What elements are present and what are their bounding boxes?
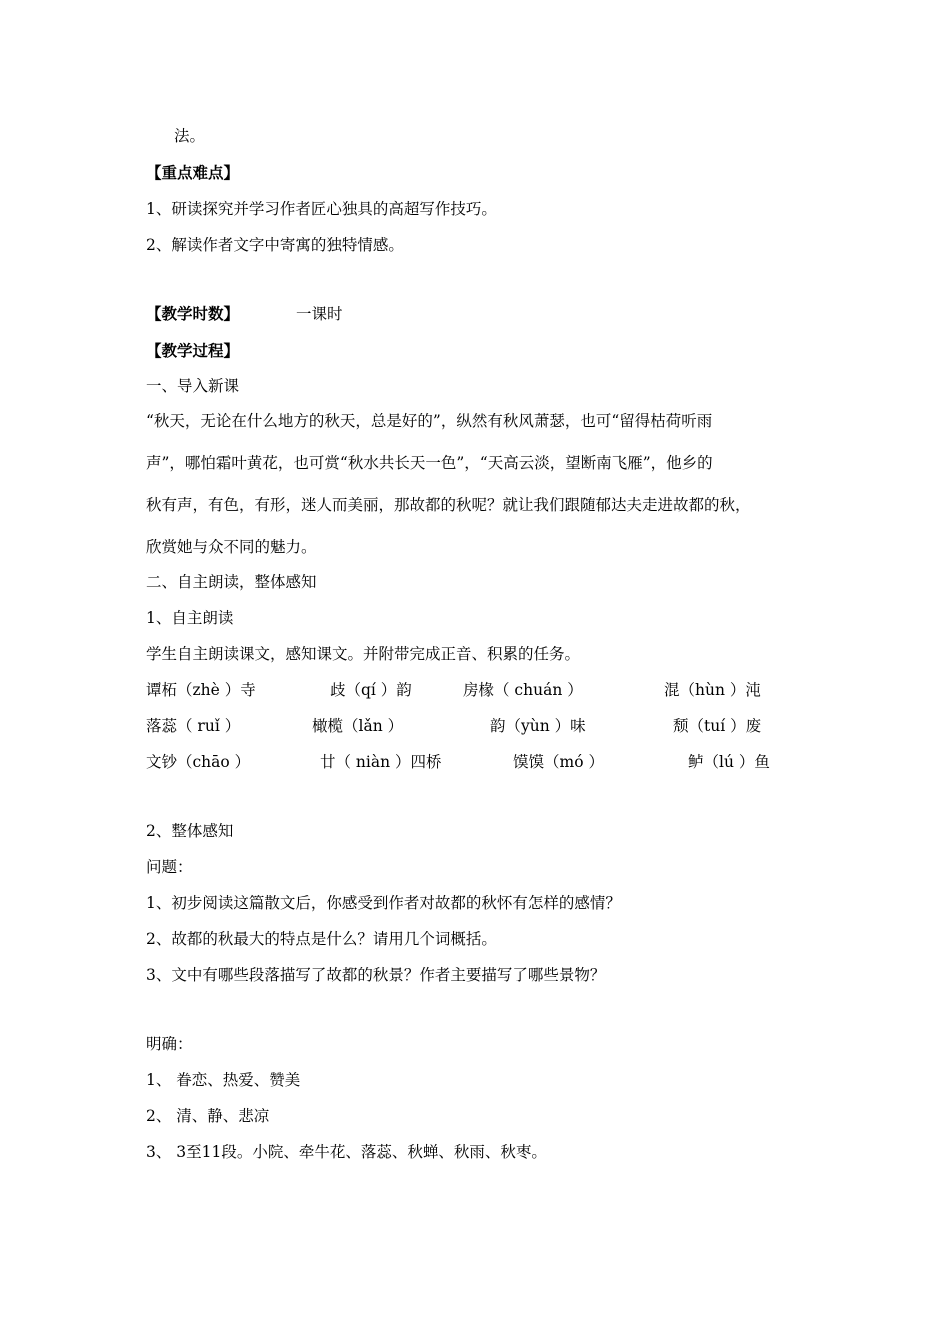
question-line: 3、文中有哪些段落描写了故都的秋景？作者主要描写了哪些景物？ xyxy=(146,966,606,984)
question-line: 2、故都的秋最大的特点是什么？请用几个词概括。 xyxy=(146,930,497,948)
text-line: 学生自主朗读课文，感知课文。并附带完成正音、积累的任务。 xyxy=(146,645,581,663)
text-line: 1、研读探究并学习作者匠心独具的高超写作技巧。 xyxy=(146,200,497,218)
pinyin-item: 落蕊（ ruǐ ） xyxy=(146,717,241,735)
pinyin-item: 混（hùn ）沌 xyxy=(664,681,761,699)
section-heading: 【教学过程】 xyxy=(146,341,240,360)
pinyin-item: 房椽（ chuán ） xyxy=(463,681,583,699)
section-heading: 【教学时数】 xyxy=(146,304,240,323)
pinyin-item: 韵（yùn ）味 xyxy=(490,717,586,735)
paragraph-line: 声”，哪怕霜叶黄花，也可赏“秋水共长天一色”，“天高云淡，望断南飞雁”，他乡的 xyxy=(146,454,713,472)
answer-line: 2、 清、静、悲凉 xyxy=(146,1107,270,1125)
question-line: 1、初步阅读这篇散文后，你感受到作者对故都的秋怀有怎样的感情？ xyxy=(146,894,621,912)
pinyin-item: 鲈（lú ）鱼 xyxy=(688,753,770,771)
pinyin-item: 馍馍（mó ） xyxy=(513,753,604,771)
pinyin-item: 颓（tuí ）废 xyxy=(673,717,762,735)
pinyin-item: 文钞（chāo ） xyxy=(146,753,251,771)
text-line: 一课时 xyxy=(296,305,343,323)
answer-line: 3、 3至11段。小院、牵牛花、落蕊、秋蝉、秋雨、秋枣。 xyxy=(146,1143,547,1161)
text-line: 1、自主朗读 xyxy=(146,609,234,627)
text-line: 法。 xyxy=(174,127,206,145)
text-line: 明确： xyxy=(146,1035,193,1053)
pinyin-item: 歧（qí ）韵 xyxy=(330,681,412,699)
pinyin-item: 廿（ niàn ）四桥 xyxy=(320,753,442,771)
text-line: 一、导入新课 xyxy=(146,377,240,395)
section-heading: 【重点难点】 xyxy=(146,163,240,182)
answer-line: 1、 眷恋、热爱、赞美 xyxy=(146,1071,301,1089)
text-line: 2、解读作者文字中寄寓的独特情感。 xyxy=(146,236,404,254)
pinyin-item: 谭柘（zhè ）寺 xyxy=(146,681,256,699)
paragraph-line: 欣赏她与众不同的魅力。 xyxy=(146,538,317,556)
text-line: 问题： xyxy=(146,858,193,876)
paragraph-line: “秋天，无论在什么地方的秋天，总是好的”，纵然有秋风萧瑟，也可“留得枯荷听雨 xyxy=(146,412,713,430)
text-line: 二、自主朗读，整体感知 xyxy=(146,573,317,591)
pinyin-item: 橄榄（lǎn ） xyxy=(312,717,404,735)
text-line: 2、整体感知 xyxy=(146,822,234,840)
paragraph-line: 秋有声，有色，有形，迷人而美丽，那故都的秋呢？就让我们跟随郁达夫走进故都的秋， xyxy=(146,496,751,514)
